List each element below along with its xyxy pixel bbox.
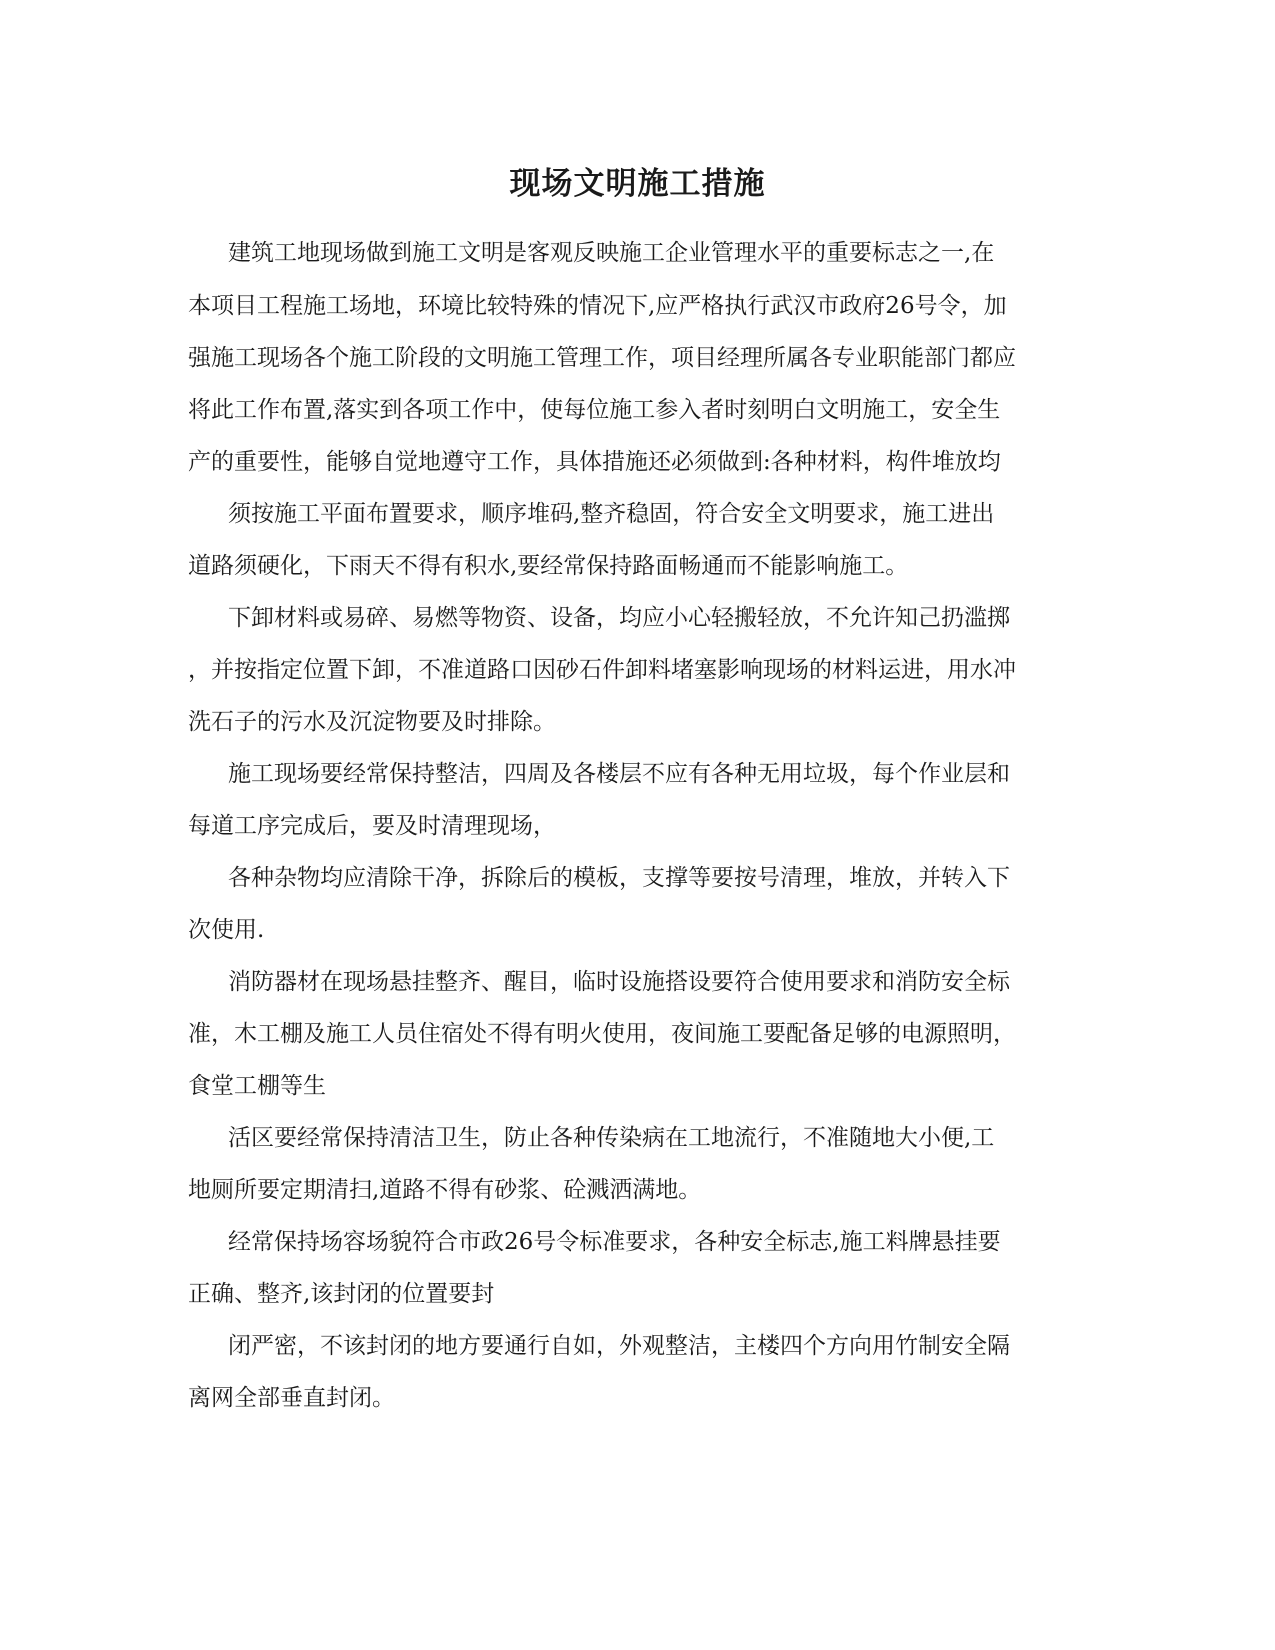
body-line: 本项目工程施工场地，环境比较特殊的情况下,应严格执行武汉市政府26号令，加: [188, 293, 1007, 319]
body-line: 各种杂物均应清除干净，拆除后的模板，支撑等要按号清理，堆放，并转入下: [228, 865, 1010, 891]
body-line: 产的重要性，能够自觉地遵守工作，具体措施还必须做到:各种材料，构件堆放均: [188, 449, 1001, 475]
body-line: 闭严密，不该封闭的地方要通行自如，外观整洁，主楼四个方向用竹制安全隔: [228, 1333, 1010, 1359]
body-line: 建筑工地现场做到施工文明是客观反映施工企业管理水平的重要标志之一,在: [228, 240, 995, 266]
body-line: 地厕所要定期清扫,道路不得有砂浆、砼溅洒满地。: [188, 1177, 702, 1203]
body-line: 每道工序完成后，要及时清理现场，: [188, 813, 556, 839]
body-line: 经常保持场容场貌符合市政26号令标准要求，各种安全标志,施工料牌悬挂要: [228, 1229, 1001, 1255]
body-line: 食堂工棚等生: [188, 1073, 326, 1099]
body-line: 洗石子的污水及沉淀物要及时排除。: [188, 709, 556, 735]
body-line: 次使用.: [188, 917, 265, 943]
body-line: ，并按指定位置下卸，不准道路口因砂石件卸料堵塞影响现场的材料运进，用水冲: [188, 657, 1016, 683]
body-line: 离网全部垂直封闭。: [188, 1385, 395, 1411]
body-line: 道路须硬化，下雨天不得有积水,要经常保持路面畅通而不能影响施工。: [188, 553, 909, 579]
body-line: 下卸材料或易碎、易燃等物资、设备，均应小心轻搬轻放，不允许知己扔滥掷: [228, 605, 1010, 631]
body-line: 强施工现场各个施工阶段的文明施工管理工作，项目经理所属各专业职能部门都应: [188, 345, 1016, 371]
body-line: 准，木工棚及施工人员住宿处不得有明火使用，夜间施工要配备足够的电源照明，: [188, 1021, 1016, 1047]
body-line: 将此工作布置,落实到各项工作中，使每位施工参入者时刻明白文明施工，安全生: [188, 397, 1001, 423]
document-title: 现场文明施工措施: [509, 166, 766, 202]
body-line: 消防器材在现场悬挂整齐、醒目，临时设施搭设要符合使用要求和消防安全标: [228, 969, 1010, 995]
body-line: 施工现场要经常保持整洁，四周及各楼层不应有各种无用垃圾，每个作业层和: [228, 761, 1010, 787]
body-line: 正确、整齐,该封闭的位置要封: [188, 1281, 495, 1307]
body-line: 须按施工平面布置要求，顺序堆码,整齐稳固，符合安全文明要求，施工进出: [228, 501, 995, 527]
body-line: 活区要经常保持清洁卫生，防止各种传染病在工地流行，不准随地大小便,工: [228, 1125, 995, 1151]
